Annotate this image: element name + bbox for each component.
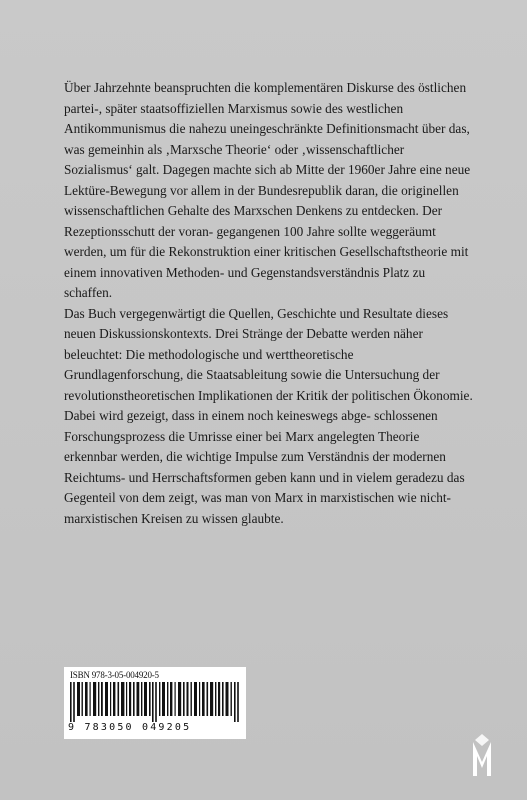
barcode-digits: 9 783050 049205 (68, 722, 192, 733)
publisher-logo-icon (470, 732, 494, 778)
blurb-paragraph-2: Das Buch vergegenwärtigt die Quellen, Geschichte und Resultate dieses neuen Diskussionskontexts. Drei Stränge der Debatte werden näher beleuchtet: Die methodologische und werttheoretische Grundlagenforschung, die Staatsableitung sowie die Untersuchung der revolutionstheoretischen Implikationen der Kritik der politischen Ökonomie. Dabei wird gezeigt, dass in einem noch keineswegs abge- schlossenen Forschungsprozess die Umrisse einer bei Marx angelegten Theorie erkennbar werden, die wichtige Impulse zum Verständnis der modernen Reichtums- und Herrschaftsformen geben kann und in vielem geradezu das Gegenteil von dem zeigt, was man von Marx in marxistischen wie nicht-marxistischen Kreisen zu wissen glaubte. (64, 305, 473, 526)
barcode-bars-icon (70, 682, 240, 722)
isbn-barcode (64, 667, 246, 739)
cover-blurb (64, 78, 474, 529)
blurb-paragraph-1: Über Jahrzehnte beanspruchten die komplementären Diskurse des östlichen partei-, später staatsoffiziellen Marxismus sowie des westlichen Antikommunismus die nahezu uneingeschränkte Definitionsmacht über das, was gemeinhin als ‚Marxsche Theorie‘ oder ‚wissenschaftlicher Sozialismus‘ galt. Dagegen machte sich ab Mitte der 1960er Jahre eine neue Lektüre-Bewegung vor allem in der Bundesrepublik daran, die originellen wissenschaftlichen Gehalte des Marxschen Denkens zu entdecken. Der Rezeptionsschutt der voran- gegangenen 100 Jahre sollte weggeräumt werden, um für die Rekonstruktion einer kritischen Gesellschaftstheorie mit einem innovativen Methoden- und Gegenstandsverständnis Platz zu schaffen. (64, 80, 471, 300)
isbn-label: ISBN 978-3-05-004920-5 (70, 670, 159, 680)
